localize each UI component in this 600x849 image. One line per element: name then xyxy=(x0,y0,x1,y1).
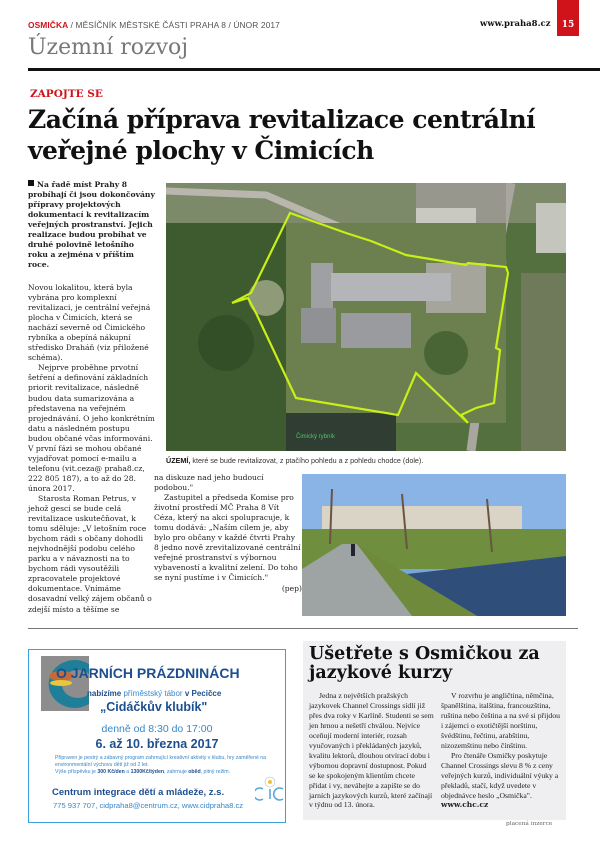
ad-details-line: Připraven je pestrý a zábavný program zahrnující kreativní aktivity v klubu, hry zaměřené na environmentální výchovu dětí již od 2 let. xyxy=(55,755,267,768)
paragraph: Pro čtenáře Osmičky poskytuje Channel Crossings slevu 8 % z ceny veřejných kurzů, individuální výuky a překladů, stačí, když uvedete v objednávce heslo „Osmička". xyxy=(441,750,559,800)
paragraph: na diskuze nad jeho budoucí podobou." xyxy=(154,473,264,493)
ad-offer-light: příměstský tábor xyxy=(121,689,185,698)
language-ad-column-1 xyxy=(309,691,434,810)
ad-offer-bold: nabízíme xyxy=(87,689,122,698)
header-website-link[interactable]: www.praha8.cz xyxy=(480,19,551,29)
price-week: 1300Kč/týden xyxy=(130,769,165,775)
article-kicker: ZAPOJTE SE xyxy=(30,88,103,100)
ad-hours: denně od 8:30 do 17:00 xyxy=(101,723,213,735)
aerial-map-graphic xyxy=(166,183,566,451)
paragraph: Novou lokalitou, která byla vybrána pro komplexní revitalizaci, je centrální veřejná plocha v Čimicích, která se nachází severně od Čimického rybníka a obepíná nákupní středisko Draháň (viz přiložené schéma). xyxy=(28,283,151,363)
paragraph: Jedna z největších pražských jazykovek Channel Crossings sídlí již přes dva roky v Karlíně. Studenti se sem jen hrnou a nešetří chválou. Nejvíce oceňují moderní interiér, rozsah vyučovaných i překládaných jazyků, kvalitu lektorů, dlouhou otvírací dobu i výbornou dopravní dostupnost. Pokud se ke spokojeným klientům chcete přidat i vy, neváhejte a zapište se do jarních jazykových kurzů, které začínají v týdnu od 13. února. xyxy=(309,691,434,810)
article-title: Začíná příprava revitalizace centrální veřejné plochy v Čimicích xyxy=(28,105,536,165)
price-text: , pitný režim. xyxy=(200,769,231,775)
article-column-2 xyxy=(154,473,302,594)
caption-text: které se bude revitalizovat, z ptačího pohledu a z pohledu chodce (dole). xyxy=(190,456,424,465)
masthead-subtitle: / MĚSÍČNÍK MĚSTSKÉ ČÁSTI PRAHA 8 / ÚNOR 2017 xyxy=(68,20,280,30)
caption-bold: ÚZEMÍ, xyxy=(166,456,191,465)
ad-offer-place: Pecičce xyxy=(191,689,222,698)
paragraph: Zastupitel a předseda Komise pro životní prostředí MČ Praha 8 Vít Céza, který na akci spolupracuje, k tomu dodává: „Naším cílem je, aby bylo pro občany v každé čtvrti Prahy 8 jedno nově zrevitalizované centrální veřejné prostranství s výbornou vybaveností a kvalitní zelení. Do toho se nyní pustíme i v Čimicích." xyxy=(154,493,301,583)
article-author: (pep) xyxy=(281,583,302,593)
price-text: Výše příspěvku je xyxy=(55,769,98,775)
article-bottom-divider xyxy=(28,628,578,629)
paragraph: Starosta Roman Petrus, v jehož gesci se bude celá revitalizace uskutečňovat, k tomu sděluje: „V letošním roce bychom rádi s občany dohodli nejvhodnější podobu celého parku a v návaznosti na to bychom rádi vysoutěžili zpracovatele projektové dokumentace. Vnímáme dosavadní velký zájem občanů o zdejší místo a těšíme se xyxy=(28,493,152,614)
cid-logo-icon xyxy=(255,775,285,801)
section-divider xyxy=(28,68,600,71)
price-day: 300 Kč/den xyxy=(97,769,125,775)
ad-club-name: „Cidáčkův klubík" xyxy=(100,700,208,714)
article-column-1 xyxy=(28,283,156,615)
aerial-map-image xyxy=(166,183,566,451)
pond-photo-graphic xyxy=(302,474,566,616)
price-lunch: oběd xyxy=(188,769,201,775)
price-text: , zahrnuje xyxy=(164,769,189,775)
page-number-tab xyxy=(557,0,579,36)
masthead xyxy=(28,20,280,30)
article-lead xyxy=(28,180,156,270)
section-title: Územní rozvoj xyxy=(28,35,189,60)
cid-logo-graphic xyxy=(255,775,285,801)
language-ad-title: Ušetřete s Osmičkou za jazykové kurzy xyxy=(309,644,540,683)
language-ad-website-link[interactable]: www.chc.cz xyxy=(441,800,489,810)
language-ad-column-2 xyxy=(441,691,563,810)
paragraph: Nejprve proběhne prvotní šetření a definování základních priorit revitalizace, následně budou data sumarizována a představena na veřejném projednávání. O jeho konkrétním datu a následném postupu budou občané včas informováni. V první fázi se mohou občané vyjadřovat pomocí e-mailu a telefonu (vit.ceza@ praha8.cz, 222 805 187), a to až do 28. února 2017. xyxy=(28,363,155,493)
ad-offer-v: v xyxy=(184,689,192,698)
map-pond-label: Čimický rybník xyxy=(296,434,336,440)
ad-offer-line xyxy=(87,689,221,698)
ad-contact[interactable]: 775 937 707, cidpraha8@centrum.cz, www.cidpraha8.cz xyxy=(53,801,244,810)
pond-photo xyxy=(302,474,566,616)
article-lead-text: Na řadě míst Prahy 8 probíhají či jsou dokončovány přípravy projektových dokumentací k revitalizacím veřejných prostranství. Jejich realizace budou probíhat ve druhé polovině letošního roku a zejména v příštím roce. xyxy=(28,180,155,270)
masthead-brand: OSMIČKA xyxy=(28,20,69,30)
ad-headline: O JARNÍCH PRÁZDNINÁCH xyxy=(56,665,240,681)
ad-dates: 6. až 10. března 2017 xyxy=(95,737,219,751)
page-number: 15 xyxy=(561,20,575,30)
image-caption xyxy=(166,456,423,465)
paid-advertisement-label: placená inzerce xyxy=(506,821,553,827)
price-text: a xyxy=(124,769,131,775)
bullet-square-icon xyxy=(28,180,34,186)
paragraph: V rozvrhu je angličtina, němčina, španělština, italština, francouzština, ruština nebo čeština a na své si přijdou i zájemci o exotičtější norštinu, švédštinu, řečtinu, arabštinu, nizozemštinu nebo čínštinu. xyxy=(441,691,560,750)
ad-organization: Centrum integrace dětí a mládeže, z.s. xyxy=(52,787,225,798)
ad-details-price xyxy=(55,769,285,776)
ad-details xyxy=(55,755,285,776)
